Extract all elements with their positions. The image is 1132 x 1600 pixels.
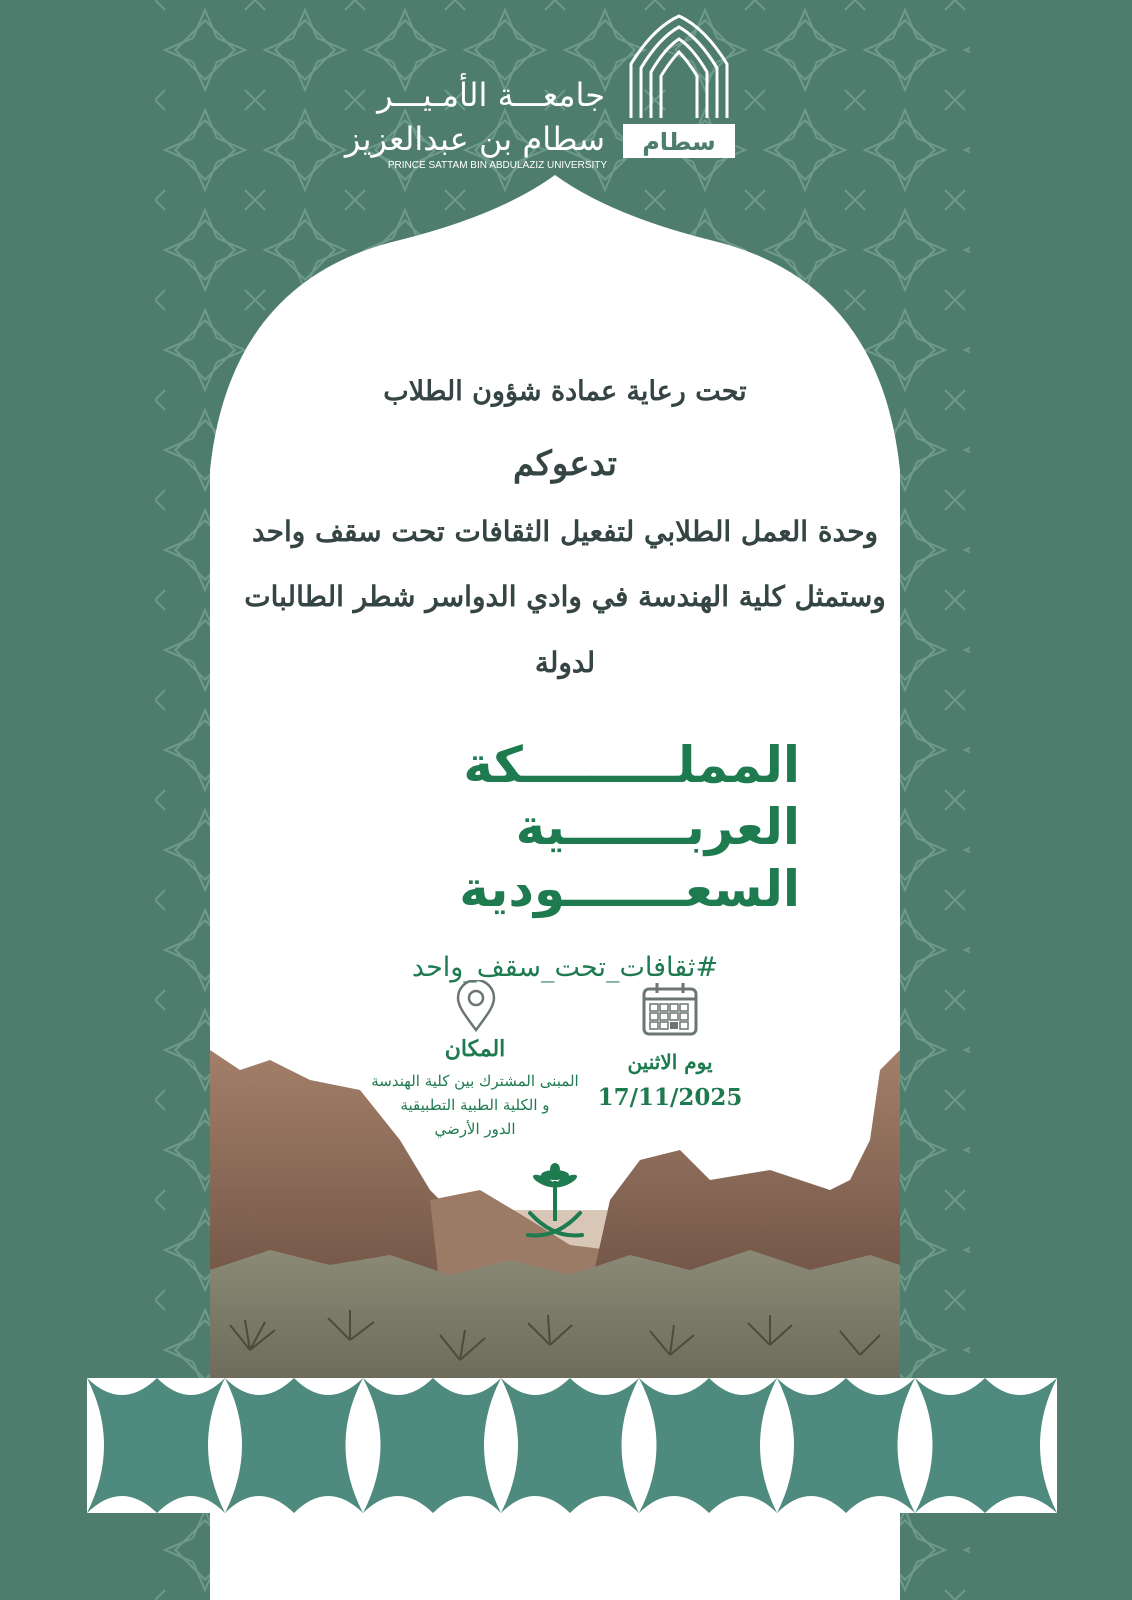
location-pin-icon bbox=[454, 980, 498, 1032]
university-name-english: PRINCE SATTAM BIN ABDULAZIZ UNIVERSITY bbox=[387, 160, 607, 171]
invitation-line-3: لدولة bbox=[534, 646, 596, 679]
event-day: يوم الاثنين bbox=[627, 1050, 713, 1074]
place-line-1: المبنى المشترك بين كلية الهندسة bbox=[371, 1072, 579, 1090]
university-arch-mark-icon bbox=[623, 14, 735, 162]
invitation-line-2: وستمثل كلية الهندسة في وادي الدواسر شطر الطالبات bbox=[244, 580, 886, 613]
svg-text:سطام: سطام bbox=[642, 128, 716, 156]
country-name-word-2: العربـــــــية bbox=[515, 798, 800, 856]
place-line-3: الدور الأرضي bbox=[434, 1120, 516, 1138]
invites-heading: تدعوكم bbox=[513, 444, 617, 484]
event-date: 17/11/2025 bbox=[597, 1084, 743, 1111]
event-hashtag: #ثقافات_تحت_سقف_واحد bbox=[411, 952, 719, 983]
saudi-emblem-icon bbox=[524, 1163, 586, 1245]
university-name-line1: جامعـــة الأمـيـــر bbox=[377, 76, 605, 114]
decorative-tile-border bbox=[87, 1378, 1057, 1513]
university-name-line2: سطام بن عبدالعزيز bbox=[344, 120, 605, 158]
place-line-2: و الكلية الطبية التطبيقية bbox=[400, 1096, 550, 1114]
calendar-icon bbox=[641, 981, 699, 1037]
country-name-word-3: السعـــــــودية bbox=[459, 860, 800, 918]
invitation-line-1: وحدة العمل الطلابي لتفعيل الثقافات تحت سقف واحد bbox=[251, 515, 879, 548]
country-name-word-1: المملـــــــــكة bbox=[463, 736, 800, 794]
patronage-text: تحت رعاية عمادة شؤون الطلاب bbox=[383, 376, 747, 407]
university-logo bbox=[344, 14, 735, 171]
place-title: المكان bbox=[444, 1036, 506, 1062]
